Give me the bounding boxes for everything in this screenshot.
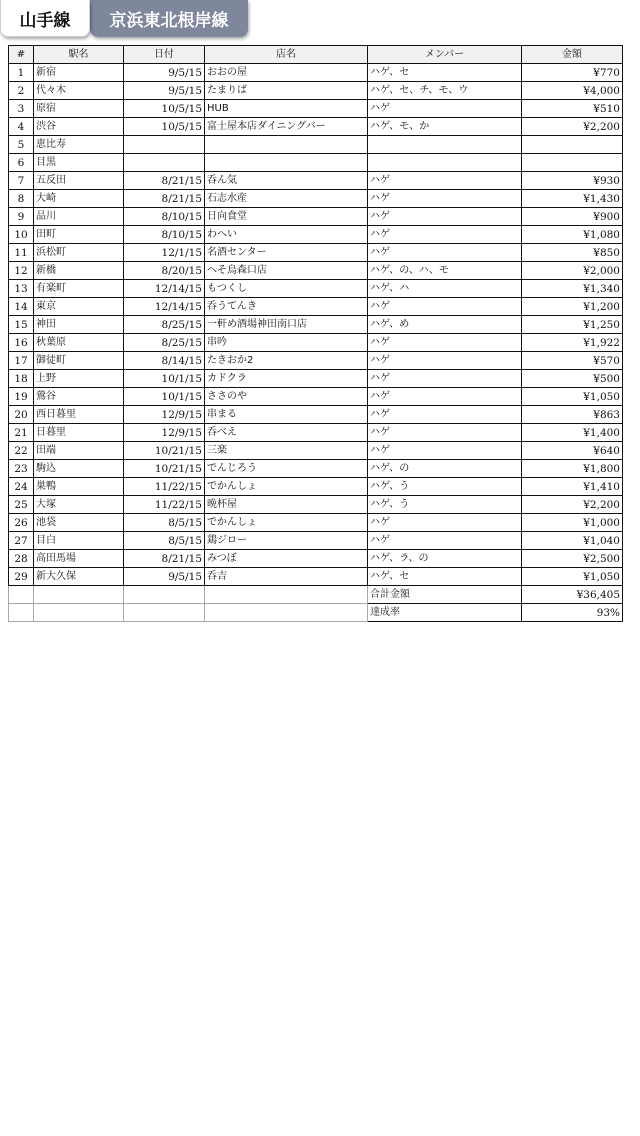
- members-cell[interactable]: ハゲ、め: [368, 316, 522, 334]
- row-number-cell[interactable]: 21: [9, 424, 34, 442]
- row-number-cell[interactable]: 23: [9, 460, 34, 478]
- shop-cell[interactable]: 晩杯屋: [205, 496, 368, 514]
- shop-cell[interactable]: 石志水産: [205, 190, 368, 208]
- table-cell[interactable]: [205, 586, 368, 604]
- date-cell[interactable]: 10/1/15: [124, 370, 205, 388]
- members-cell[interactable]: ハゲ: [368, 334, 522, 352]
- date-cell[interactable]: 10/21/15: [124, 460, 205, 478]
- station-cell[interactable]: 新宿: [34, 64, 124, 82]
- date-cell[interactable]: 9/5/15: [124, 568, 205, 586]
- tab-yamanote[interactable]: 山手線: [0, 0, 90, 37]
- station-cell[interactable]: 渋谷: [34, 118, 124, 136]
- date-cell[interactable]: 10/5/15: [124, 118, 205, 136]
- station-cell[interactable]: 目白: [34, 532, 124, 550]
- station-cell[interactable]: 鶯谷: [34, 388, 124, 406]
- table-cell[interactable]: [34, 604, 124, 622]
- row-number-cell[interactable]: 29: [9, 568, 34, 586]
- date-cell[interactable]: 8/14/15: [124, 352, 205, 370]
- row-number-cell[interactable]: 12: [9, 262, 34, 280]
- amount-cell[interactable]: ¥510: [522, 100, 623, 118]
- date-cell[interactable]: 8/20/15: [124, 262, 205, 280]
- table-row: [9, 82, 623, 100]
- members-cell[interactable]: ハゲ: [368, 190, 522, 208]
- row-number-cell[interactable]: 6: [9, 154, 34, 172]
- column-header-number: #: [9, 46, 34, 64]
- table-row: [9, 118, 623, 136]
- members-cell[interactable]: [368, 154, 522, 172]
- table-row: [9, 154, 623, 172]
- table-row: [9, 568, 623, 586]
- table-row: [9, 244, 623, 262]
- amount-cell[interactable]: ¥930: [522, 172, 623, 190]
- date-cell[interactable]: [124, 136, 205, 154]
- members-cell[interactable]: ハゲ: [368, 352, 522, 370]
- members-cell[interactable]: ハゲ: [368, 298, 522, 316]
- shop-cell[interactable]: おおの屋: [205, 64, 368, 82]
- table-row: [9, 370, 623, 388]
- amount-cell[interactable]: ¥1,800: [522, 460, 623, 478]
- amount-cell[interactable]: ¥900: [522, 208, 623, 226]
- row-number-cell[interactable]: 5: [9, 136, 34, 154]
- members-cell[interactable]: ハゲ: [368, 388, 522, 406]
- table-cell[interactable]: [9, 604, 34, 622]
- row-number-cell[interactable]: 28: [9, 550, 34, 568]
- table-row: [9, 136, 623, 154]
- shop-cell[interactable]: 呑うてんき: [205, 298, 368, 316]
- row-number-cell[interactable]: 7: [9, 172, 34, 190]
- shop-cell[interactable]: 呑べえ: [205, 424, 368, 442]
- shop-cell[interactable]: 串まる: [205, 406, 368, 424]
- members-cell[interactable]: ハゲ、の、ハ、モ: [368, 262, 522, 280]
- date-cell[interactable]: 12/9/15: [124, 424, 205, 442]
- column-header-members: メンバー: [368, 46, 522, 64]
- amount-cell[interactable]: ¥2,200: [522, 496, 623, 514]
- date-cell[interactable]: 8/10/15: [124, 226, 205, 244]
- table-row: [9, 424, 623, 442]
- date-cell[interactable]: 10/21/15: [124, 442, 205, 460]
- table-row: [9, 298, 623, 316]
- row-number-cell[interactable]: 3: [9, 100, 34, 118]
- amount-cell[interactable]: [522, 136, 623, 154]
- shop-cell[interactable]: 富士屋本店ダイニングバー: [205, 118, 368, 136]
- row-number-cell[interactable]: 19: [9, 388, 34, 406]
- shop-cell[interactable]: へそ烏森口店: [205, 262, 368, 280]
- row-number-cell[interactable]: 20: [9, 406, 34, 424]
- members-cell[interactable]: ハゲ、モ、か: [368, 118, 522, 136]
- members-cell[interactable]: ハゲ、う: [368, 478, 522, 496]
- station-cell[interactable]: 池袋: [34, 514, 124, 532]
- station-cell[interactable]: 有楽町: [34, 280, 124, 298]
- total-amount-value[interactable]: ¥36,405: [522, 586, 623, 604]
- row-number-cell[interactable]: 15: [9, 316, 34, 334]
- members-cell[interactable]: [368, 136, 522, 154]
- amount-cell[interactable]: ¥1,000: [522, 514, 623, 532]
- amount-cell[interactable]: ¥1,050: [522, 388, 623, 406]
- members-cell[interactable]: ハゲ: [368, 172, 522, 190]
- shop-cell[interactable]: カドクラ: [205, 370, 368, 388]
- shop-cell[interactable]: たきおか2: [205, 352, 368, 370]
- amount-cell[interactable]: ¥1,410: [522, 478, 623, 496]
- row-number-cell[interactable]: 11: [9, 244, 34, 262]
- table-row: [9, 514, 623, 532]
- members-cell[interactable]: ハゲ: [368, 424, 522, 442]
- shop-cell[interactable]: 呑ん気: [205, 172, 368, 190]
- date-cell[interactable]: 8/25/15: [124, 334, 205, 352]
- station-cell[interactable]: 恵比寿: [34, 136, 124, 154]
- row-number-cell[interactable]: 9: [9, 208, 34, 226]
- row-number-cell[interactable]: 16: [9, 334, 34, 352]
- date-cell[interactable]: 8/21/15: [124, 190, 205, 208]
- members-cell[interactable]: ハゲ: [368, 226, 522, 244]
- achievement-rate-label[interactable]: 達成率: [368, 604, 522, 622]
- spreadsheet-table: [8, 45, 623, 622]
- shop-cell[interactable]: でんじろう: [205, 460, 368, 478]
- table-row: [9, 262, 623, 280]
- amount-cell[interactable]: ¥863: [522, 406, 623, 424]
- date-cell[interactable]: 10/5/15: [124, 100, 205, 118]
- date-cell[interactable]: 9/5/15: [124, 82, 205, 100]
- amount-cell[interactable]: ¥500: [522, 370, 623, 388]
- row-number-cell[interactable]: 17: [9, 352, 34, 370]
- row-number-cell[interactable]: 25: [9, 496, 34, 514]
- row-number-cell[interactable]: 24: [9, 478, 34, 496]
- table-row: [9, 532, 623, 550]
- table-row: [9, 208, 623, 226]
- members-cell[interactable]: ハゲ: [368, 442, 522, 460]
- station-cell[interactable]: 浜松町: [34, 244, 124, 262]
- station-cell[interactable]: 巣鴨: [34, 478, 124, 496]
- members-cell[interactable]: ハゲ: [368, 406, 522, 424]
- achievement-rate-value[interactable]: 93%: [522, 604, 623, 622]
- members-cell[interactable]: ハゲ、ラ、の: [368, 550, 522, 568]
- amount-cell[interactable]: ¥1,250: [522, 316, 623, 334]
- table-row: [9, 460, 623, 478]
- table-row: [9, 172, 623, 190]
- shop-cell[interactable]: 一軒め酒場神田南口店: [205, 316, 368, 334]
- column-header-amount: 金額: [522, 46, 623, 64]
- station-cell[interactable]: 新大久保: [34, 568, 124, 586]
- row-number-cell[interactable]: 1: [9, 64, 34, 82]
- amount-cell[interactable]: ¥1,340: [522, 280, 623, 298]
- station-cell[interactable]: 田端: [34, 442, 124, 460]
- shop-cell[interactable]: [205, 136, 368, 154]
- members-cell[interactable]: ハゲ、セ、チ、モ、ウ: [368, 82, 522, 100]
- date-cell[interactable]: 12/9/15: [124, 406, 205, 424]
- date-cell[interactable]: 10/1/15: [124, 388, 205, 406]
- shop-cell[interactable]: HUB: [205, 100, 368, 118]
- amount-cell[interactable]: ¥1,922: [522, 334, 623, 352]
- members-cell[interactable]: ハゲ: [368, 100, 522, 118]
- station-cell[interactable]: 神田: [34, 316, 124, 334]
- table-cell[interactable]: [124, 586, 205, 604]
- table-row: [9, 64, 623, 82]
- shop-cell[interactable]: 日向食堂: [205, 208, 368, 226]
- row-number-cell[interactable]: 27: [9, 532, 34, 550]
- date-cell[interactable]: 11/22/15: [124, 478, 205, 496]
- date-cell[interactable]: 8/10/15: [124, 208, 205, 226]
- row-number-cell[interactable]: 26: [9, 514, 34, 532]
- amount-cell[interactable]: ¥640: [522, 442, 623, 460]
- date-cell[interactable]: 8/5/15: [124, 514, 205, 532]
- column-header-date: 日付: [124, 46, 205, 64]
- amount-cell[interactable]: ¥1,050: [522, 568, 623, 586]
- table-row: [9, 496, 623, 514]
- table-row: [9, 406, 623, 424]
- shop-cell[interactable]: でかんしょ: [205, 514, 368, 532]
- date-cell[interactable]: 9/5/15: [124, 64, 205, 82]
- station-cell[interactable]: 御徒町: [34, 352, 124, 370]
- date-cell[interactable]: 8/5/15: [124, 532, 205, 550]
- shop-cell[interactable]: たまりば: [205, 82, 368, 100]
- table-row: [9, 352, 623, 370]
- date-cell[interactable]: 11/22/15: [124, 496, 205, 514]
- shop-cell[interactable]: ささのや: [205, 388, 368, 406]
- table-row: [9, 442, 623, 460]
- column-header-station: 駅名: [34, 46, 124, 64]
- members-cell[interactable]: ハゲ、セ: [368, 64, 522, 82]
- summary-row-total: [9, 586, 623, 604]
- members-cell[interactable]: ハゲ、の: [368, 460, 522, 478]
- members-cell[interactable]: ハゲ: [368, 370, 522, 388]
- header-row: [9, 46, 623, 64]
- date-cell[interactable]: 8/21/15: [124, 550, 205, 568]
- tab-keihin-tohoku-negishi[interactable]: 京浜東北根岸線: [90, 0, 248, 37]
- row-number-cell[interactable]: 10: [9, 226, 34, 244]
- amount-cell[interactable]: ¥570: [522, 352, 623, 370]
- members-cell[interactable]: ハゲ、う: [368, 496, 522, 514]
- shop-cell[interactable]: 名酒センター: [205, 244, 368, 262]
- shop-cell[interactable]: 鶏ジロー: [205, 532, 368, 550]
- row-number-cell[interactable]: 2: [9, 82, 34, 100]
- date-cell[interactable]: [124, 154, 205, 172]
- date-cell[interactable]: 12/14/15: [124, 298, 205, 316]
- date-cell[interactable]: 8/21/15: [124, 172, 205, 190]
- station-cell[interactable]: 西日暮里: [34, 406, 124, 424]
- station-cell[interactable]: 高田馬場: [34, 550, 124, 568]
- table-row: [9, 478, 623, 496]
- table-row: [9, 334, 623, 352]
- station-cell[interactable]: 大塚: [34, 496, 124, 514]
- station-cell[interactable]: 五反田: [34, 172, 124, 190]
- station-cell[interactable]: 原宿: [34, 100, 124, 118]
- date-cell[interactable]: 12/14/15: [124, 280, 205, 298]
- amount-cell[interactable]: ¥4,000: [522, 82, 623, 100]
- shop-cell[interactable]: 三楽: [205, 442, 368, 460]
- station-cell[interactable]: 代々木: [34, 82, 124, 100]
- station-cell[interactable]: 大崎: [34, 190, 124, 208]
- row-number-cell[interactable]: 4: [9, 118, 34, 136]
- amount-cell[interactable]: ¥1,400: [522, 424, 623, 442]
- amount-cell[interactable]: ¥1,040: [522, 532, 623, 550]
- members-cell[interactable]: ハゲ: [368, 208, 522, 226]
- amount-cell[interactable]: ¥2,500: [522, 550, 623, 568]
- table-cell[interactable]: [34, 586, 124, 604]
- summary-row-achievement: [9, 604, 623, 622]
- station-cell[interactable]: 秋葉原: [34, 334, 124, 352]
- row-number-cell[interactable]: 13: [9, 280, 34, 298]
- column-header-shop: 店名: [205, 46, 368, 64]
- amount-cell[interactable]: ¥1,080: [522, 226, 623, 244]
- shop-cell[interactable]: 串吟: [205, 334, 368, 352]
- table-cell[interactable]: [205, 604, 368, 622]
- amount-cell[interactable]: ¥2,200: [522, 118, 623, 136]
- row-number-cell[interactable]: 14: [9, 298, 34, 316]
- amount-cell[interactable]: [522, 154, 623, 172]
- amount-cell[interactable]: ¥850: [522, 244, 623, 262]
- amount-cell[interactable]: ¥770: [522, 64, 623, 82]
- station-cell[interactable]: 品川: [34, 208, 124, 226]
- row-number-cell[interactable]: 18: [9, 370, 34, 388]
- row-number-cell[interactable]: 22: [9, 442, 34, 460]
- table-row: [9, 100, 623, 118]
- station-cell[interactable]: 駒込: [34, 460, 124, 478]
- members-cell[interactable]: ハゲ: [368, 244, 522, 262]
- table-row: [9, 190, 623, 208]
- amount-cell[interactable]: ¥1,430: [522, 190, 623, 208]
- shop-cell[interactable]: わへい: [205, 226, 368, 244]
- table-row: [9, 280, 623, 298]
- table-cell[interactable]: [9, 586, 34, 604]
- station-cell[interactable]: 新橋: [34, 262, 124, 280]
- shop-cell[interactable]: みつぼ: [205, 550, 368, 568]
- station-cell[interactable]: 田町: [34, 226, 124, 244]
- members-cell[interactable]: ハゲ: [368, 532, 522, 550]
- table-cell[interactable]: [124, 604, 205, 622]
- shop-cell[interactable]: もつくし: [205, 280, 368, 298]
- members-cell[interactable]: ハゲ、セ: [368, 568, 522, 586]
- amount-cell[interactable]: ¥1,200: [522, 298, 623, 316]
- members-cell[interactable]: ハゲ、ハ: [368, 280, 522, 298]
- station-cell[interactable]: 上野: [34, 370, 124, 388]
- line-tabs: [0, 0, 640, 40]
- table-row: [9, 226, 623, 244]
- shop-cell[interactable]: [205, 154, 368, 172]
- date-cell[interactable]: 12/1/15: [124, 244, 205, 262]
- members-cell[interactable]: ハゲ: [368, 514, 522, 532]
- date-cell[interactable]: 8/25/15: [124, 316, 205, 334]
- shop-cell[interactable]: でかんしょ: [205, 478, 368, 496]
- row-number-cell[interactable]: 8: [9, 190, 34, 208]
- table-row: [9, 316, 623, 334]
- total-amount-label[interactable]: 合計金額: [368, 586, 522, 604]
- station-cell[interactable]: 東京: [34, 298, 124, 316]
- amount-cell[interactable]: ¥2,000: [522, 262, 623, 280]
- table-body: [9, 64, 623, 586]
- station-cell[interactable]: 目黒: [34, 154, 124, 172]
- table-row: [9, 550, 623, 568]
- station-cell[interactable]: 日暮里: [34, 424, 124, 442]
- shop-cell[interactable]: 呑吉: [205, 568, 368, 586]
- table-row: [9, 388, 623, 406]
